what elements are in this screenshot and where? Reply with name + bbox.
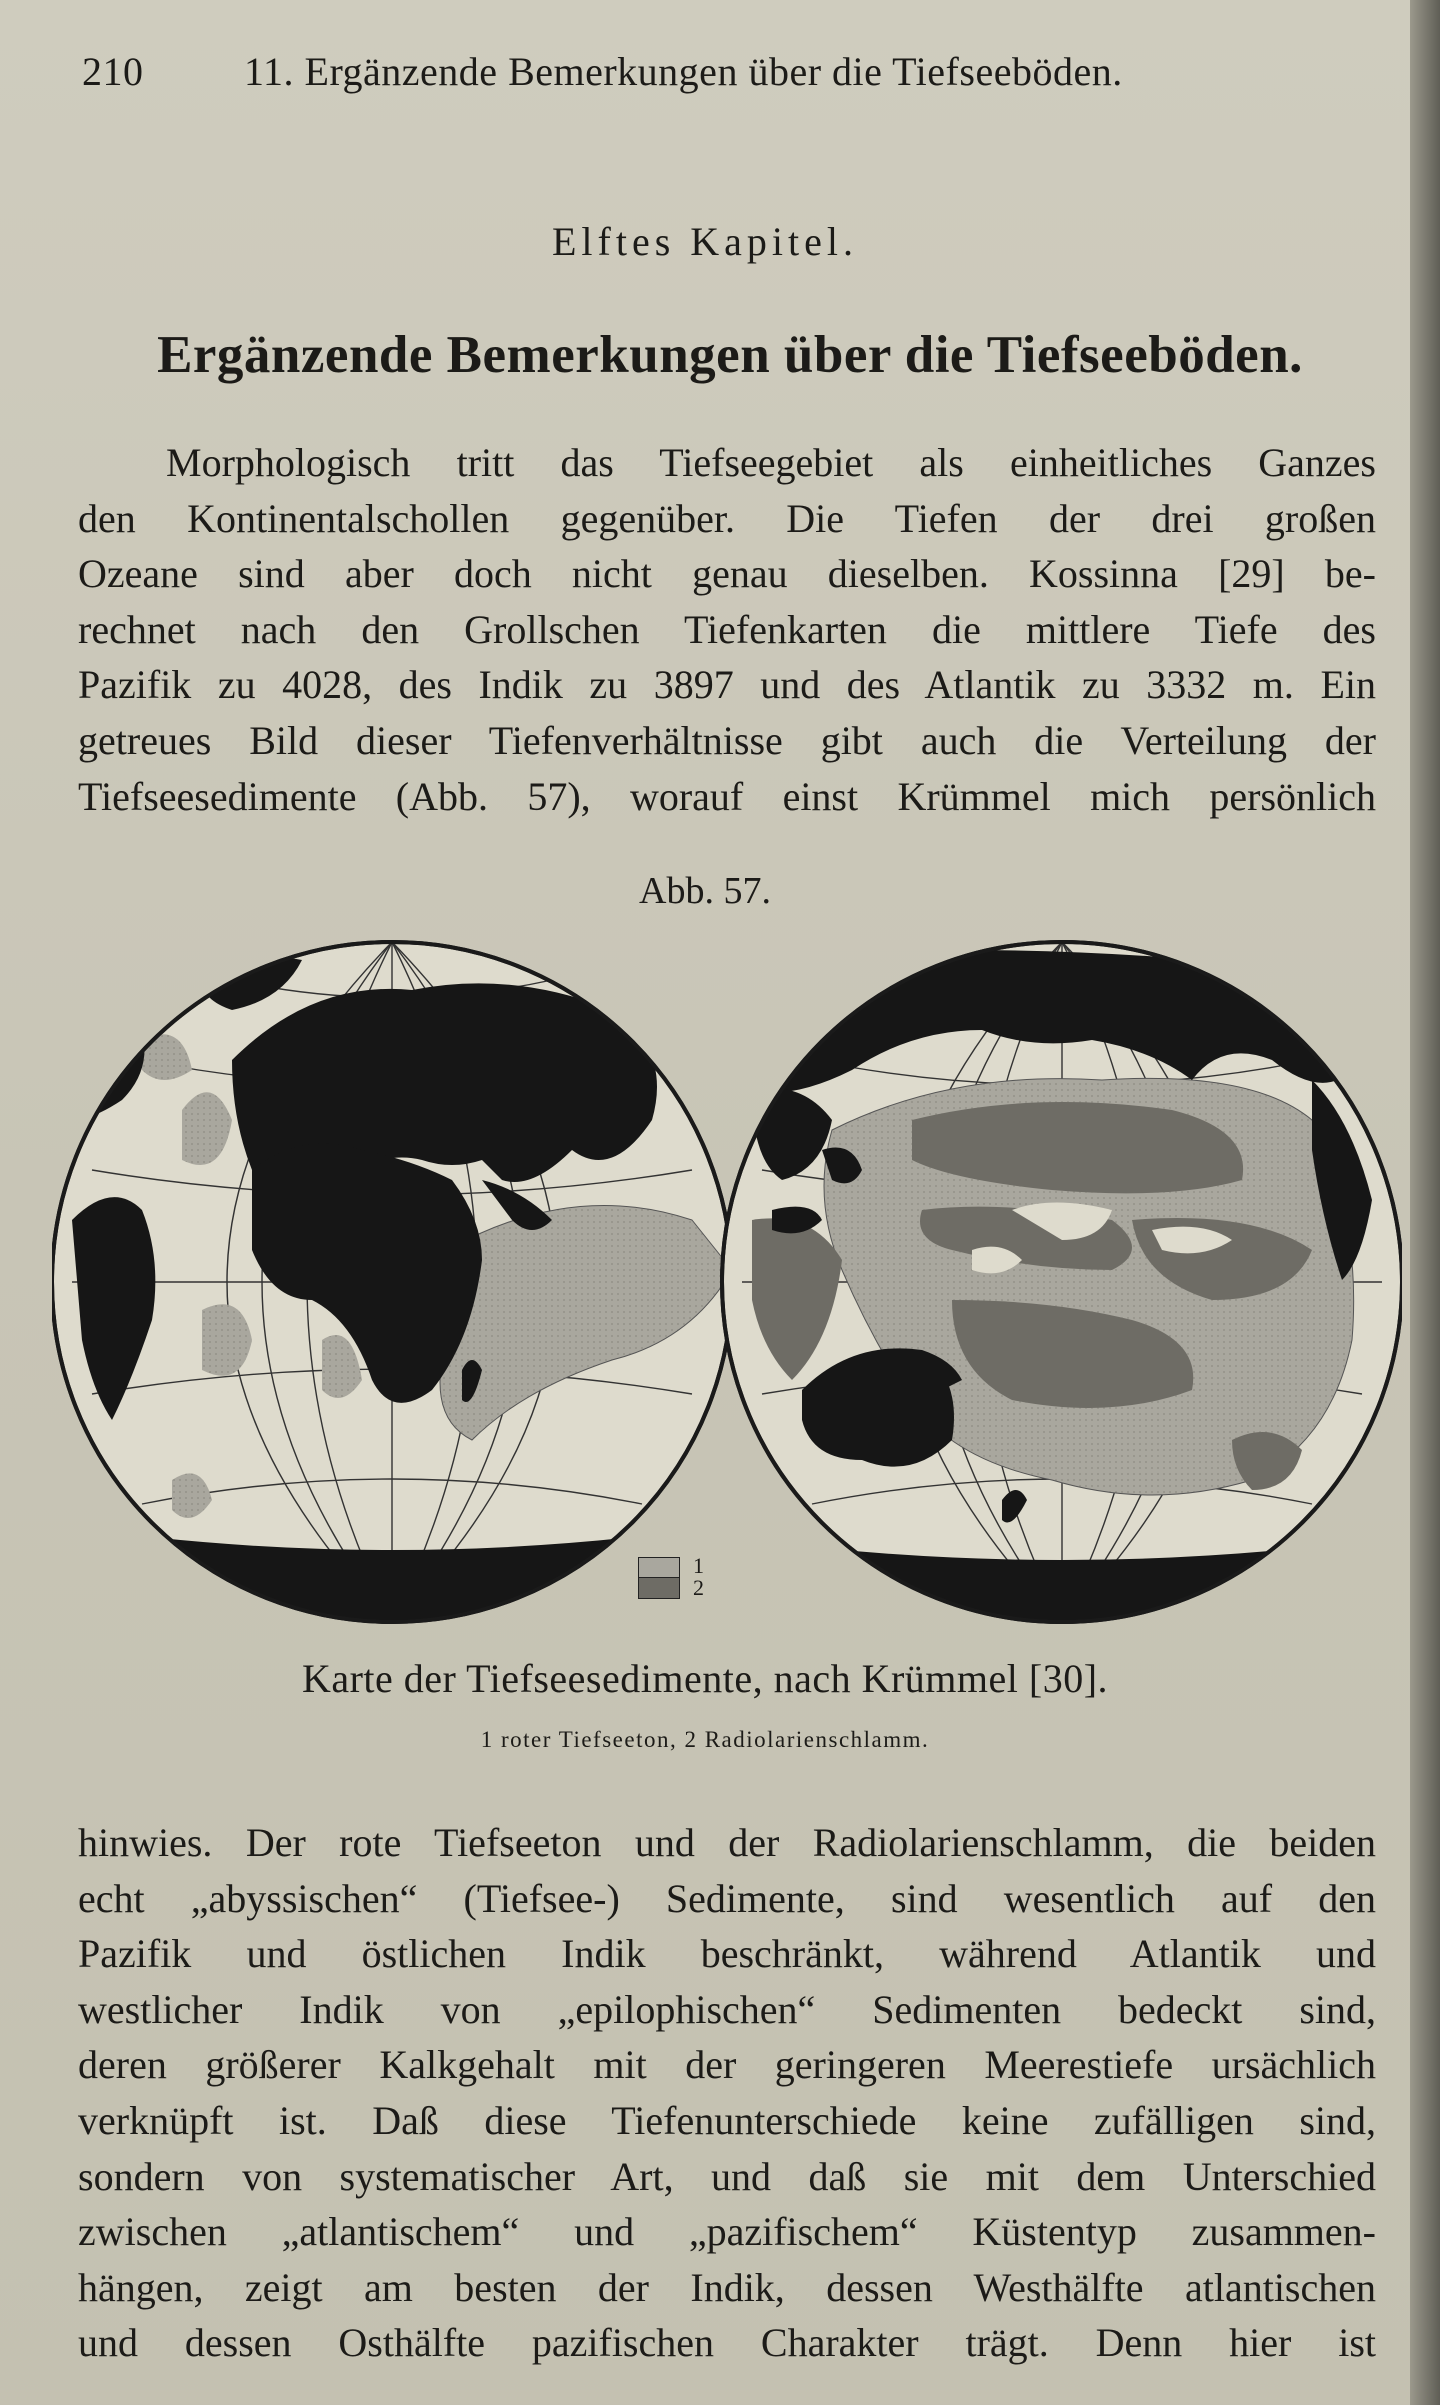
text-line: hinwies. Der rote Tiefseeton und der Radiolarienschlamm, die beiden [78,1820,1376,1865]
text-line: zwischen „atlantischem“ und „pazifischem“ Küstentyp zusammen- [78,2209,1376,2255]
page-number: 210 [82,49,144,94]
text-line: hängen, zeigt am besten der Indik, dessen Westhälfte atlantischen [78,2264,1376,2310]
text-line: Ozeane sind aber doch nicht genau dieselben. Kossinna [29] be- [78,551,1376,597]
hemisphere-map [52,920,1402,1640]
text-line: echt „abyssischen“ (Tiefsee-) Sedimente, sind wesentlich auf den [78,1875,1376,1921]
legend-key-1: 1 [693,1553,704,1578]
text-line: Morphologisch tritt das Tiefseegebiet als einheitliches Ganzes [166,440,1376,485]
sediment-map-figure [52,920,1402,1640]
text-line: westlicher Indik von „epilophischen“ Sedimenten bedeckt sind, [78,1986,1376,2032]
running-title: 11. Ergänzende Bemerkungen über die Tiefseeböden. [244,49,1123,94]
eastern-hemisphere [722,942,1402,1640]
text-line: Tiefseesedimente (Abb. 57), worauf einst Krümmel mich persönlich [78,773,1376,819]
figure-caption-legend: 1 roter Tiefseeton, 2 Radiolarienschlamm. [480,1727,930,1752]
text-line: und dessen Osthälfte pazifischen Charakter trägt. Denn hier ist [78,2320,1376,2366]
western-hemisphere [52,942,732,1640]
text-line: Pazifik und östlichen Indik beschränkt, während Atlantik und [78,1931,1376,1977]
text-line: deren größerer Kalkgehalt mit der geringeren Meerestiefe ursächlich [78,2042,1376,2088]
book-binding-edge [1410,0,1440,2405]
legend-swatch-2 [638,1577,680,1599]
text-line: sondern von systematischer Art, und daß sie mit dem Unterschied [78,2153,1376,2199]
text-line: rechnet nach den Grollschen Tiefenkarten die mittlere Tiefe des [78,606,1376,652]
figure-label: Abb. 57. [639,870,771,912]
chapter-title: Ergänzende Bemerkungen über die Tiefseeböden. [157,326,1303,384]
chapter-label: Elftes Kapitel. [551,219,859,264]
figure-caption: Karte der Tiefseesedimente, nach Krümmel [30]. [301,1656,1109,1701]
text-line: verknüpft ist. Daß diese Tiefenunterschiede keine zufälligen sind, [78,2097,1376,2143]
legend-key-2: 2 [693,1575,704,1600]
paragraph-2 [78,1815,1376,2371]
legend-swatch-1 [638,1557,680,1579]
text-line: getreues Bild dieser Tiefenverhältnisse gibt auch die Verteilung der [78,717,1376,763]
text-line: Pazifik zu 4028, des Indik zu 3897 und des Atlantik zu 3332 m. Ein [78,662,1376,708]
text-line: den Kontinentalschollen gegenüber. Die Tiefen der drei großen [78,495,1376,541]
paragraph-1 [78,435,1376,824]
running-header [82,48,1232,95]
